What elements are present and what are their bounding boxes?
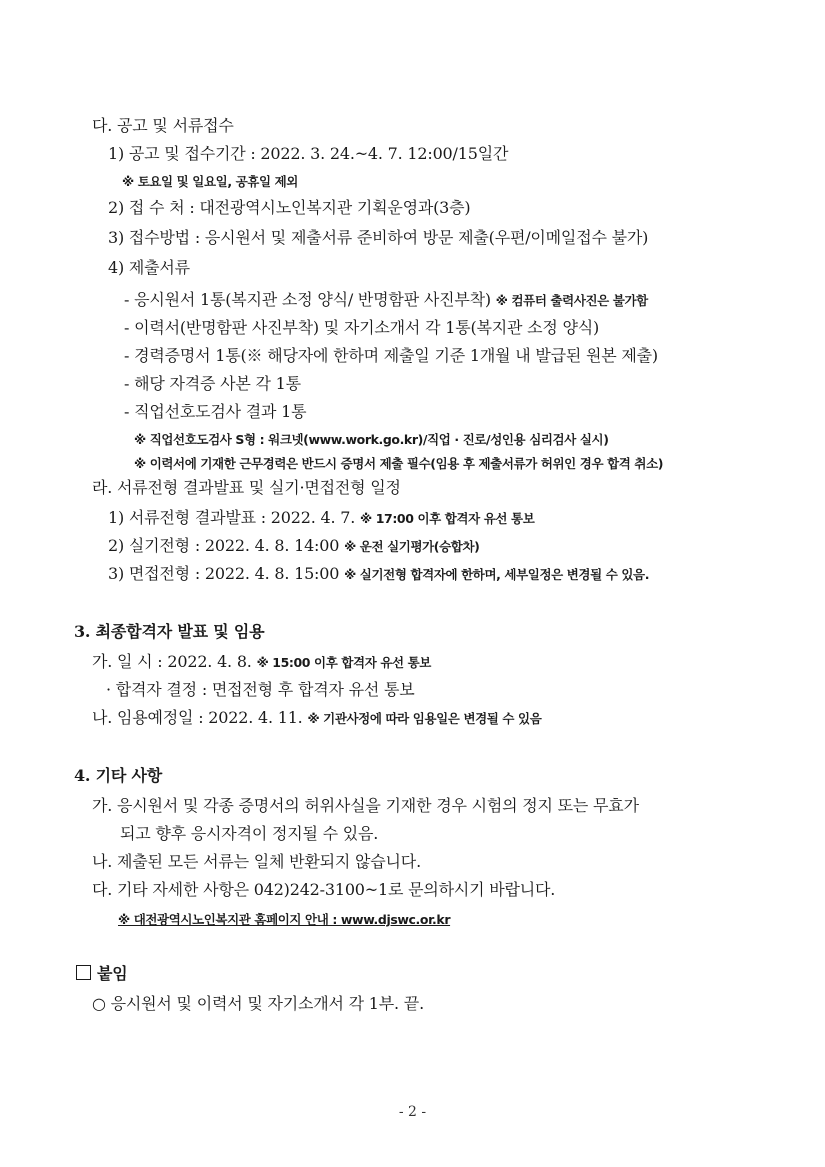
doc-aptitude: - 직업선호도검사 결과 1통 — [124, 402, 307, 421]
item-period: 1) 공고 및 접수기간 : 2022. 3. 24.~4. 7. 12:00/15일간 — [108, 144, 509, 163]
schedule-interview-text: 3) 면접전형 : 2022. 4. 8. 15:00 — [108, 564, 340, 583]
page-number: - 2 - — [398, 1104, 427, 1120]
schedule-interview — [108, 564, 649, 585]
final-date-text: 가. 일 시 : 2022. 4. 8. — [92, 652, 252, 671]
doc-application-note: ※ 컴퓨터 출력사진은 불가함 — [495, 293, 648, 308]
section-4-heading: 4. 기타 사항 — [74, 766, 163, 785]
item-method: 3) 접수방법 : 응시원서 및 제출서류 준비하여 방문 제출(우편/이메일접수 불가) — [108, 228, 649, 247]
attachment-item: ○ 응시원서 및 이력서 및 자기소개서 각 1부. 끝. — [92, 994, 424, 1013]
note-career: ※ 이력서에 기재한 근무경력은 반드시 증명서 제출 필수(임용 후 제출서류가 허위인 경우 합격 취소) — [134, 456, 664, 471]
appointment-date — [92, 708, 541, 729]
doc-application — [124, 290, 648, 311]
appointment-date-note: ※ 기관사정에 따라 임용일은 변경될 수 있음 — [307, 711, 542, 726]
etc-false-info-2: 되고 향후 응시자격이 정지될 수 있음. — [120, 824, 379, 843]
etc-false-info-1: 가. 응시원서 및 각종 증명서의 허위사실을 기재한 경우 시험의 정지 또는 무효가 — [92, 796, 639, 815]
item-documents: 4) 제출서류 — [108, 258, 190, 277]
attachment-heading — [76, 964, 128, 984]
schedule-interview-note: ※ 실기전형 합격자에 한하며, 세부일정은 변경될 수 있음. — [344, 567, 650, 582]
schedule-document-text: 1) 서류전형 결과발표 : 2022. 4. 7. — [108, 508, 356, 527]
section-da-heading: 다. 공고 및 서류접수 — [92, 116, 234, 135]
etc-no-return: 나. 제출된 모든 서류는 일체 반환되지 않습니다. — [92, 852, 421, 871]
doc-license: - 해당 자격증 사본 각 1통 — [124, 374, 301, 393]
doc-application-text: - 응시원서 1통(복지관 소정 양식/ 반명함판 사진부착) — [124, 290, 491, 309]
section-3-heading: 3. 최종합격자 발표 및 임용 — [74, 622, 265, 641]
note-aptitude: ※ 직업선호도검사 S형 : 워크넷(www.work.go.kr)/직업 · 진로/성인용 심리검사 실시) — [134, 432, 609, 447]
section-ra-heading: 라. 서류전형 결과발표 및 실기·면접전형 일정 — [92, 478, 401, 497]
appointment-date-text: 나. 임용예정일 : 2022. 4. 11. — [92, 708, 303, 727]
final-date — [92, 652, 431, 673]
homepage-note[interactable]: ※ 대전광역시노인복지관 홈페이지 안내 : www.djswc.or.kr — [118, 912, 451, 927]
schedule-practical-text: 2) 실기전형 : 2022. 4. 8. 14:00 — [108, 536, 340, 555]
item-place: 2) 접 수 처 : 대전광역시노인복지관 기획운영과(3층) — [108, 198, 471, 217]
attachment-heading-text: 붙임 — [97, 964, 128, 983]
note-holiday: ※ 토요일 및 일요일, 공휴일 제외 — [122, 174, 298, 189]
checkbox-square-icon — [76, 965, 91, 980]
schedule-practical-note: ※ 운전 실기평가(승합차) — [344, 539, 480, 554]
doc-career: - 경력증명서 1통(※ 해당자에 한하며 제출일 기준 1개월 내 발급된 원본 제출) — [124, 346, 658, 365]
schedule-document-note: ※ 17:00 이후 합격자 유선 통보 — [360, 511, 535, 526]
final-decision: · 합격자 결정 : 면접전형 후 합격자 유선 통보 — [106, 680, 415, 699]
schedule-document — [108, 508, 534, 529]
doc-resume: - 이력서(반명함판 사진부착) 및 자기소개서 각 1통(복지관 소정 양식) — [124, 318, 600, 337]
etc-contact: 다. 기타 자세한 사항은 042)242-3100~1로 문의하시기 바랍니다. — [92, 880, 556, 899]
schedule-practical — [108, 536, 479, 557]
final-date-note: ※ 15:00 이후 합격자 유선 통보 — [256, 655, 431, 670]
